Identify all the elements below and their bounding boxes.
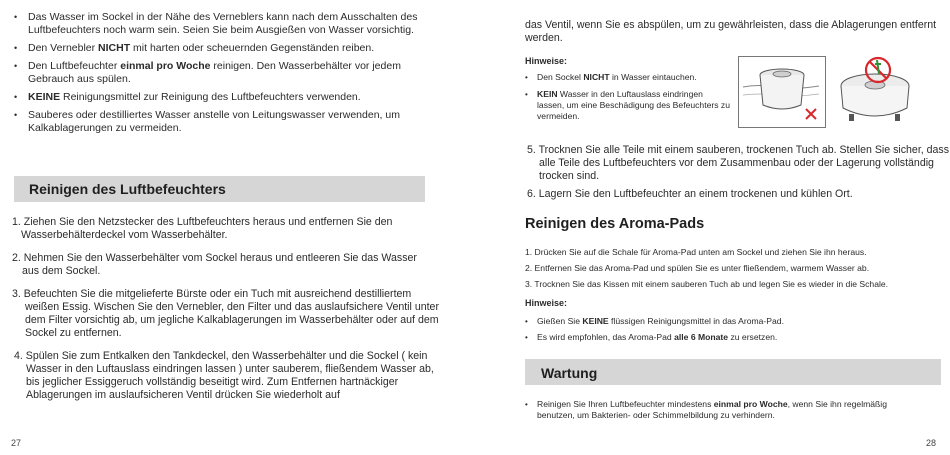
hint-list xyxy=(525,72,730,122)
list-item xyxy=(525,316,925,327)
list-item xyxy=(14,91,424,104)
bullet-icon: • xyxy=(14,12,18,22)
list-item xyxy=(525,72,730,83)
step-5: 5. Trocknen Sie alle Teile mit einem sauberen, trockenen Tuch ab. Stellen Sie sicher, dass alle Teile des Luftbefeuchters vor dem Zusammenbau oder der Lagerung vollständig trocken sind. xyxy=(527,144,950,182)
emphasis: einmal pro Woche xyxy=(120,60,211,72)
hint-label: Hinweise: xyxy=(525,56,568,66)
list-item-text: Das Wasser im Sockel in der Nähe des Verneblers kann nach dem Ausschalten des Luftbefeuchters noch warm sein. Seien Sie beim Ausgießen von Wasser vorsichtig. xyxy=(28,11,418,36)
bullet-icon: • xyxy=(14,110,18,120)
emphasis: NICHT xyxy=(583,72,610,82)
aroma-step-1: 1. Drücken Sie auf die Schale für Aroma-Pad unten am Sockel und ziehen Sie ihn heraus. xyxy=(525,247,867,257)
bullet-icon: • xyxy=(14,92,18,102)
text-part: zu ersetzen. xyxy=(728,332,778,342)
emphasis: KEINE xyxy=(28,91,61,103)
text-part: Gießen Sie xyxy=(537,316,583,326)
right-page xyxy=(475,0,950,455)
emphasis: KEINE xyxy=(582,316,609,326)
list-item-text: Sauberes oder destilliertes Wasser anstelle von Leitungswasser verwenden, um Kalkablagerungen zu vermeiden. xyxy=(28,109,400,134)
emphasis: alle 6 Monate xyxy=(674,332,729,342)
text-part: Den Vernebler xyxy=(28,42,99,54)
list-item xyxy=(14,60,424,86)
step-4-continuation: das Ventil, wenn Sie es abspülen, um zu gewährleisten, dass die Ablagerungen entfernt werden. xyxy=(525,19,937,44)
emphasis: KEIN xyxy=(537,89,558,99)
text-part: Den Sockel xyxy=(537,72,584,82)
bullet-icon: • xyxy=(525,333,528,342)
base-in-water-icon xyxy=(739,57,825,127)
section-title: Reinigen des Luftbefeuchters xyxy=(29,181,226,197)
text-part: reinigen. Den Wasserbehälter vor jedem Gebrauch aus spülen. xyxy=(28,60,401,85)
bullet-icon: • xyxy=(525,73,528,82)
text-part: , wenn Sie ihn regelmäßig benutzen, um Bakterien- oder Schimmelbildung zu verhindern. xyxy=(537,399,887,420)
bullet-icon: • xyxy=(525,317,528,326)
text-part: mit harten oder scheuernden Gegenständen reiben. xyxy=(130,42,375,54)
page-number: 27 xyxy=(11,438,22,448)
text-part: flüssigen Reinigungsmittel in das Aroma-Pad. xyxy=(608,316,784,326)
emphasis: NICHT xyxy=(98,42,131,54)
text-part: Den Luftbefeuchter xyxy=(28,60,121,72)
step-6: 6. Lagern Sie den Luftbefeuchter an einem trockenen und kühlen Ort. xyxy=(527,188,853,200)
maintenance-title: Wartung xyxy=(541,365,598,381)
step-2: 2. Nehmen Sie den Wasserbehälter vom Sockel heraus und entleeren Sie das Wasser aus dem Sockel. xyxy=(12,252,417,277)
left-bullet-list xyxy=(14,11,424,135)
bullet-icon: • xyxy=(14,61,18,71)
aroma-section-title: Reinigen des Aroma-Pads xyxy=(525,216,705,232)
text-part: Reinigungsmittel zur Reinigung des Luftbefeuchters verwenden. xyxy=(60,91,361,103)
list-item xyxy=(525,399,905,421)
list-item xyxy=(14,109,424,135)
emphasis: einmal pro Woche xyxy=(713,399,788,409)
maintenance-list xyxy=(525,399,905,421)
step-4: 4. Spülen Sie zum Entkalken den Tankdeckel, den Wasserbehälter und die Sockel ( kein Wasser in den Luftauslass eindringen lassen ) unter sauberem, fließendem Wasser ab, bis jeglicher Essiggeruch vollständig beseitigt wird. Zum Entfernen hartnäckiger Ablagerungen im auslaufsicheren Ventil drücken Sie wiederholt auf xyxy=(14,350,434,401)
aroma-step-2: 2. Entfernen Sie das Aroma-Pad und spülen Sie es unter fließendem, warmem Wasser ab. xyxy=(525,263,870,273)
list-item xyxy=(525,89,730,122)
illustration-no-water-outlet xyxy=(835,52,921,126)
text-part: Wasser in den Luftauslass eindringen lassen, um eine Beschädigung des Befeuchters zu vermeiden. xyxy=(537,89,731,121)
aroma-step-3: 3. Trocknen Sie das Kissen mit einem sauberen Tuch ab und legen Sie es wieder in die Schale. xyxy=(525,279,889,289)
bullet-icon: • xyxy=(14,43,18,53)
no-water-outlet-icon xyxy=(835,52,921,126)
hint-label-2: Hinweise: xyxy=(525,298,568,308)
list-item xyxy=(14,42,424,55)
text-part: in Wasser eintauchen. xyxy=(609,72,697,82)
step-3: 3. Befeuchten Sie die mitgelieferte Bürste oder ein Tuch mit ausreichend destilliertem weißen Essig. Wischen Sie den Vernebler, den Filter und das auslaufsichere Ventil unter dem Filter vorsichtig ab, um jegliche Kalkablagerungen im Wasserbehälter oder auf dem Sockel zu entfernen. xyxy=(12,288,439,339)
list-item xyxy=(14,11,424,37)
text-part: Reinigen Sie Ihren Luftbefeuchter mindestens xyxy=(537,399,714,409)
illustration-no-immersion xyxy=(738,56,826,128)
hint-list-2 xyxy=(525,316,925,343)
bullet-icon: • xyxy=(525,400,528,409)
page-number: 28 xyxy=(926,438,937,448)
step-1: 1. Ziehen Sie den Netzstecker des Luftbefeuchters heraus und entfernen Sie den Wasserbehälterdeckel vom Wasserbehälter. xyxy=(12,216,393,241)
list-item xyxy=(525,332,925,343)
bullet-icon: • xyxy=(525,90,528,99)
text-part: Es wird empfohlen, das Aroma-Pad xyxy=(537,332,675,342)
